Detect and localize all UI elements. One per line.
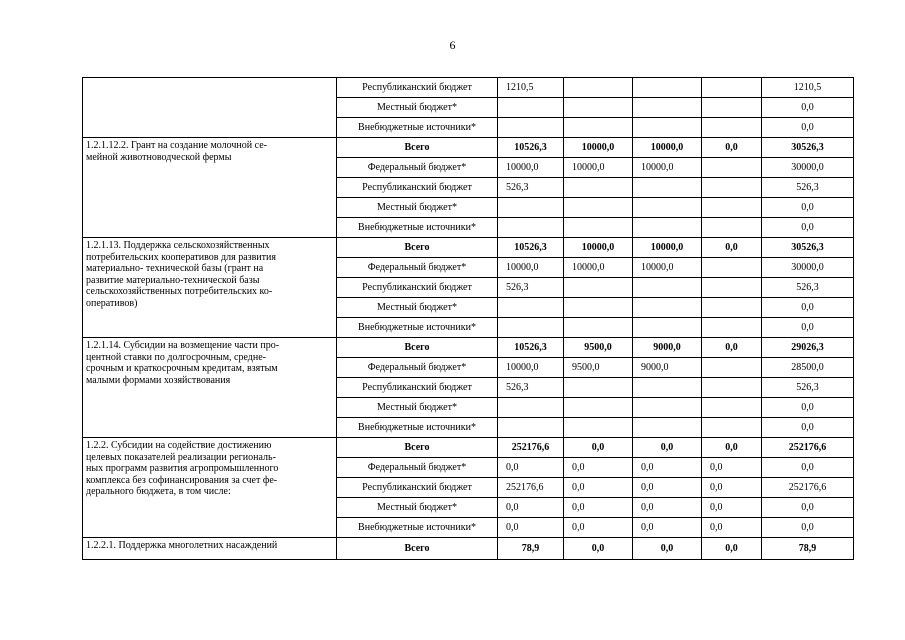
value-cell-2 xyxy=(564,378,633,398)
value-cell-3: 0,0 xyxy=(633,518,702,538)
funding-source-cell: Местный бюджет* xyxy=(337,98,498,118)
value-cell-2 xyxy=(564,198,633,218)
funding-source-cell: Местный бюджет* xyxy=(337,398,498,418)
total-cell: 0,0 xyxy=(762,118,854,138)
total-cell: 0,0 xyxy=(762,198,854,218)
value-cell-2: 0,0 xyxy=(564,458,633,478)
value-cell-3 xyxy=(633,218,702,238)
value-cell-4 xyxy=(702,158,762,178)
budget-table-body xyxy=(83,78,854,560)
item-name-cell: 1.2.1.13. Поддержка сельскохозяйственных потребительских кооперативов для развития материально- технической базы (грант на развитие материально-технической базы сельскохозяйственных потребительских ко- оперативов) xyxy=(83,238,337,338)
value-cell-3: 10000,0 xyxy=(633,138,702,158)
value-cell-4 xyxy=(702,198,762,218)
value-cell-3 xyxy=(633,278,702,298)
total-cell: 526,3 xyxy=(762,378,854,398)
funding-source-cell: Местный бюджет* xyxy=(337,298,498,318)
budget-table xyxy=(82,77,854,560)
value-cell-2: 10000,0 xyxy=(564,158,633,178)
value-cell-1 xyxy=(498,398,564,418)
value-cell-1 xyxy=(498,318,564,338)
value-cell-3: 10000,0 xyxy=(633,258,702,278)
total-cell: 29026,3 xyxy=(762,338,854,358)
total-cell: 0,0 xyxy=(762,218,854,238)
value-cell-3 xyxy=(633,398,702,418)
total-cell: 0,0 xyxy=(762,318,854,338)
value-cell-2 xyxy=(564,118,633,138)
value-cell-4 xyxy=(702,398,762,418)
value-cell-2 xyxy=(564,418,633,438)
total-cell: 30526,3 xyxy=(762,138,854,158)
value-cell-2 xyxy=(564,178,633,198)
value-cell-2 xyxy=(564,218,633,238)
value-cell-1: 10000,0 xyxy=(498,158,564,178)
value-cell-3: 10000,0 xyxy=(633,158,702,178)
value-cell-2 xyxy=(564,318,633,338)
value-cell-3: 0,0 xyxy=(633,478,702,498)
table-row xyxy=(83,538,854,560)
total-cell: 1210,5 xyxy=(762,78,854,98)
funding-source-cell: Федеральный бюджет* xyxy=(337,458,498,478)
value-cell-4: 0,0 xyxy=(702,338,762,358)
table-row xyxy=(83,438,854,458)
value-cell-1: 252176,6 xyxy=(498,478,564,498)
value-cell-4: 0,0 xyxy=(702,538,762,560)
value-cell-4 xyxy=(702,278,762,298)
funding-source-cell: Всего xyxy=(337,138,498,158)
value-cell-1 xyxy=(498,298,564,318)
value-cell-2 xyxy=(564,298,633,318)
funding-source-cell: Внебюджетные источники* xyxy=(337,518,498,538)
funding-source-cell: Внебюджетные источники* xyxy=(337,218,498,238)
value-cell-2: 0,0 xyxy=(564,518,633,538)
total-cell: 78,9 xyxy=(762,538,854,560)
total-cell: 30526,3 xyxy=(762,238,854,258)
value-cell-4: 0,0 xyxy=(702,238,762,258)
total-cell: 0,0 xyxy=(762,418,854,438)
value-cell-3 xyxy=(633,98,702,118)
total-cell: 30000,0 xyxy=(762,258,854,278)
value-cell-3 xyxy=(633,178,702,198)
funding-source-cell: Республиканский бюджет xyxy=(337,178,498,198)
total-cell: 0,0 xyxy=(762,298,854,318)
value-cell-1: 526,3 xyxy=(498,378,564,398)
funding-source-cell: Федеральный бюджет* xyxy=(337,158,498,178)
value-cell-1: 252176,6 xyxy=(498,438,564,458)
value-cell-2: 10000,0 xyxy=(564,138,633,158)
value-cell-3 xyxy=(633,78,702,98)
item-name-cell: 1.2.2. Субсидии на содействие достижению целевых показателей реализации региональ- ных программ развития агропромышленного комплекса без софинансирования за счет фе- дерального бюджета, в том числе: xyxy=(83,438,337,538)
value-cell-4 xyxy=(702,98,762,118)
value-cell-4 xyxy=(702,218,762,238)
value-cell-4: 0,0 xyxy=(702,478,762,498)
total-cell: 252176,6 xyxy=(762,438,854,458)
value-cell-3 xyxy=(633,198,702,218)
funding-source-cell: Республиканский бюджет xyxy=(337,278,498,298)
value-cell-1: 10526,3 xyxy=(498,138,564,158)
value-cell-3: 0,0 xyxy=(633,458,702,478)
value-cell-1: 10000,0 xyxy=(498,258,564,278)
value-cell-2 xyxy=(564,398,633,418)
item-name-cell-empty xyxy=(83,78,337,138)
value-cell-4 xyxy=(702,118,762,138)
total-cell: 0,0 xyxy=(762,518,854,538)
value-cell-1: 0,0 xyxy=(498,458,564,478)
item-name-cell: 1.2.1.12.2. Грант на создание молочной се- мейной животноводческой фермы xyxy=(83,138,337,238)
funding-source-cell: Внебюджетные источники* xyxy=(337,418,498,438)
value-cell-1: 78,9 xyxy=(498,538,564,560)
value-cell-4 xyxy=(702,178,762,198)
funding-source-cell: Местный бюджет* xyxy=(337,498,498,518)
value-cell-1 xyxy=(498,118,564,138)
value-cell-1 xyxy=(498,218,564,238)
value-cell-3 xyxy=(633,378,702,398)
value-cell-3: 9000,0 xyxy=(633,338,702,358)
value-cell-1 xyxy=(498,98,564,118)
value-cell-1: 0,0 xyxy=(498,518,564,538)
value-cell-2 xyxy=(564,78,633,98)
value-cell-4 xyxy=(702,78,762,98)
value-cell-4: 0,0 xyxy=(702,458,762,478)
table-row xyxy=(83,238,854,258)
value-cell-1 xyxy=(498,418,564,438)
value-cell-1: 10526,3 xyxy=(498,338,564,358)
value-cell-3: 9000,0 xyxy=(633,358,702,378)
item-name-cell: 1.2.1.14. Субсидии на возмещение части про- центной ставки по долгосрочным, средне- срочным и краткосрочным кредитам, взятым малыми формами хозяйствования xyxy=(83,338,337,438)
value-cell-4 xyxy=(702,298,762,318)
total-cell: 0,0 xyxy=(762,398,854,418)
value-cell-3 xyxy=(633,118,702,138)
item-name-cell: 1.2.2.1. Поддержка многолетних насаждений xyxy=(83,538,337,560)
table-row xyxy=(83,78,854,98)
value-cell-1: 526,3 xyxy=(498,278,564,298)
value-cell-4: 0,0 xyxy=(702,138,762,158)
value-cell-4 xyxy=(702,358,762,378)
value-cell-1: 10000,0 xyxy=(498,358,564,378)
funding-source-cell: Внебюджетные источники* xyxy=(337,118,498,138)
funding-source-cell: Местный бюджет* xyxy=(337,198,498,218)
value-cell-3: 10000,0 xyxy=(633,238,702,258)
value-cell-3: 0,0 xyxy=(633,438,702,458)
value-cell-3 xyxy=(633,298,702,318)
value-cell-3: 0,0 xyxy=(633,498,702,518)
value-cell-2: 0,0 xyxy=(564,438,633,458)
value-cell-2: 10000,0 xyxy=(564,258,633,278)
value-cell-4: 0,0 xyxy=(702,498,762,518)
total-cell: 0,0 xyxy=(762,98,854,118)
value-cell-2: 0,0 xyxy=(564,478,633,498)
total-cell: 28500,0 xyxy=(762,358,854,378)
value-cell-3: 0,0 xyxy=(633,538,702,560)
value-cell-2 xyxy=(564,98,633,118)
value-cell-4 xyxy=(702,318,762,338)
value-cell-1: 526,3 xyxy=(498,178,564,198)
value-cell-3 xyxy=(633,418,702,438)
value-cell-2: 9500,0 xyxy=(564,358,633,378)
funding-source-cell: Всего xyxy=(337,438,498,458)
value-cell-1: 0,0 xyxy=(498,498,564,518)
table-row xyxy=(83,338,854,358)
total-cell: 252176,6 xyxy=(762,478,854,498)
value-cell-1: 10526,3 xyxy=(498,238,564,258)
value-cell-2: 0,0 xyxy=(564,538,633,560)
total-cell: 0,0 xyxy=(762,498,854,518)
value-cell-2: 9500,0 xyxy=(564,338,633,358)
value-cell-4 xyxy=(702,418,762,438)
funding-source-cell: Республиканский бюджет xyxy=(337,478,498,498)
funding-source-cell: Республиканский бюджет xyxy=(337,378,498,398)
value-cell-1 xyxy=(498,198,564,218)
value-cell-2: 10000,0 xyxy=(564,238,633,258)
funding-source-cell: Федеральный бюджет* xyxy=(337,258,498,278)
total-cell: 30000,0 xyxy=(762,158,854,178)
value-cell-3 xyxy=(633,318,702,338)
funding-source-cell: Республиканский бюджет xyxy=(337,78,498,98)
funding-source-cell: Всего xyxy=(337,338,498,358)
funding-source-cell: Федеральный бюджет* xyxy=(337,358,498,378)
value-cell-2 xyxy=(564,278,633,298)
value-cell-2: 0,0 xyxy=(564,498,633,518)
total-cell: 0,0 xyxy=(762,458,854,478)
value-cell-4 xyxy=(702,258,762,278)
value-cell-1: 1210,5 xyxy=(498,78,564,98)
funding-source-cell: Всего xyxy=(337,538,498,560)
total-cell: 526,3 xyxy=(762,278,854,298)
page-number: 6 xyxy=(449,38,456,52)
value-cell-4 xyxy=(702,378,762,398)
table-row xyxy=(83,138,854,158)
funding-source-cell: Внебюджетные источники* xyxy=(337,318,498,338)
value-cell-4: 0,0 xyxy=(702,518,762,538)
total-cell: 526,3 xyxy=(762,178,854,198)
funding-source-cell: Всего xyxy=(337,238,498,258)
value-cell-4: 0,0 xyxy=(702,438,762,458)
